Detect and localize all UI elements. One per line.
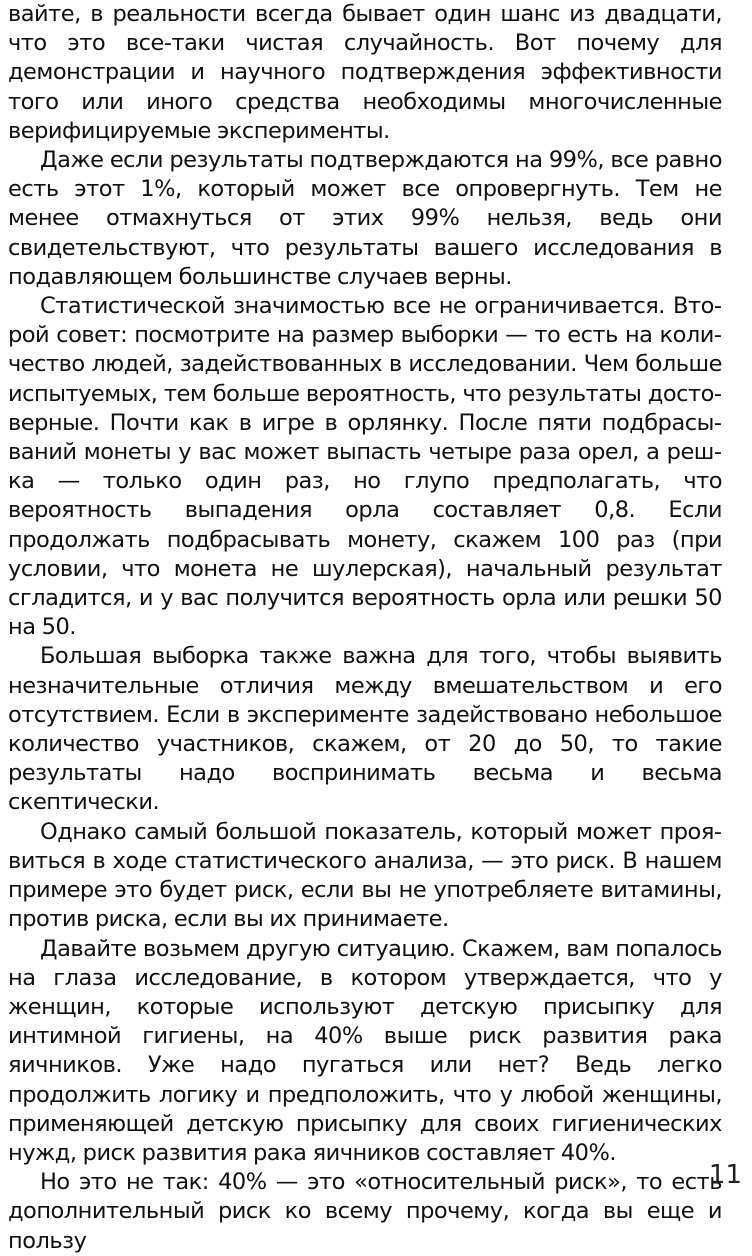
page-text <box>8 0 722 1256</box>
paragraph-5: Однако самый большой показатель, который может проявиться в ходе статистического анализа, — это риск. В нашем примере это будет риск, если вы не употребляете витамины, против риска, если вы их принимаете. <box>8 818 722 933</box>
paragraph-3: Статистической значимостью все не ограничивается. Второй совет: посмотрите на размер выборки — то есть на количество людей, задействованных в исследовании. Чем больше испытуемых, тем больше вероятность, что результаты достоверные. Почти как в игре в орлянку. После пяти подбрасываний монеты у вас может выпасть четыре раза орел, а решка — только один раз, но глупо предполагать, что вероятность выпадения орла составляет 0,8. Если продолжать подбрасывать монету, скажем 100 раз (при условии, что монета не шулерская), начальный результат сгладится, и у вас получится вероятность орла или решки 50 на 50. <box>8 293 722 641</box>
page-number: 11 <box>708 1160 742 1190</box>
paragraph-2: Даже если результаты подтверждаются на 99%, все равно есть этот 1%, который может все опровергнуть. Тем не менее отмахнуться от этих 99% нельзя, ведь они свидетельствуют, что результаты вашего исследования в подавляющем большинстве случаев верны. <box>8 147 722 290</box>
paragraph-4: Большая выборка также важна для того, чтобы выявить незначительные отличия между вмешательством и его отсутствием. Если в эксперименте задействовано небольшое количество участников, скажем, от 20 до 50, то такие результаты надо воспринимать весьма и весьма скептически. <box>8 643 722 816</box>
paragraph-7: Но это не так: 40% — это «относительный риск», то есть дополнительный риск ко всему прочему, когда вы еще и пользу <box>8 1169 722 1254</box>
paragraph-1: вайте, в реальности всегда бывает один шанс из двадцати, что это все-таки чистая случайность. Вот почему для демонстрации и научного подтверждения эффективности того или иного средства необходимы многочисленные верифицируемые эксперименты. <box>8 1 722 144</box>
paragraph-6: Давайте возьмем другую ситуацию. Скажем, вам попалось на глаза исследование, в котором утверждается, что у женщин, которые используют детскую присыпку для интимной гигиены, на 40% выше риск развития рака яичников. Уже надо пугаться или нет? Ведь легко продолжить логику и предположить, что у любой женщины, применяющей детскую присыпку для своих гигиенических нужд, риск развития рака яичников составляет 40%. <box>8 935 722 1166</box>
